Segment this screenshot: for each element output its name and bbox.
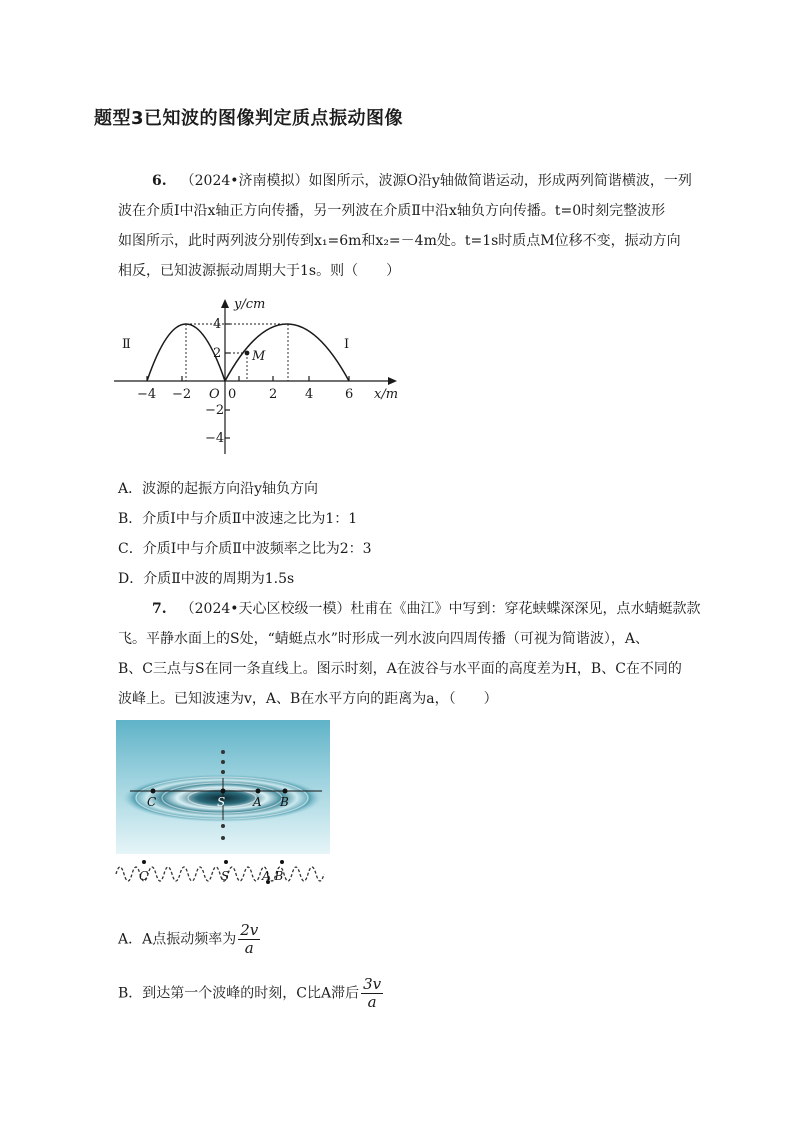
question-7-line-3: B、C三点与S在同一条直线上。图示时刻，A在波谷与水平面的高度差为H，B、C在不同的 [118,661,682,677]
wave-label-s: S [221,869,230,883]
point-a-dot [256,789,261,794]
wave-graph [110,292,410,462]
question-7-line-4: 波峰上。已知波速为v，A、B在水平方向的距离为a，（ ） [118,691,498,707]
question-6-line-3: 如图所示，此时两列波分别传到x₁=6m和x₂=－4m处。t=1s时质点M位移不变，振动方向 [118,233,681,249]
option-6c[interactable]: C．介质Ⅰ中与介质Ⅱ中波频率之比为2：3 [118,541,372,557]
question-6-line-4: 相反，已知波源振动周期大于1s。则（ ） [118,263,401,279]
fraction-2v-over-a: $\frac{2v}{a}$ [240,921,259,957]
x-axis-label: x/m [374,387,399,402]
option-7a-text: A．A点振动频率为 [118,931,237,948]
y-tick-label: −2 [205,403,225,418]
origin-label: O [209,387,220,402]
section-title: 题型3已知波的图像判定质点振动图像 [94,108,404,129]
photo-label-c: C [147,795,157,809]
y-tick-label: 2 [213,346,222,361]
question-7-number: 7. [152,601,167,617]
option-6b[interactable]: B．介质Ⅰ中与介质Ⅱ中波速之比为1：1 [118,511,358,527]
x-tick-label: −2 [172,387,192,402]
photo-label-a: A [253,795,262,809]
x-tick-label: 2 [269,387,278,402]
question-6-line-1: （2024•济南模拟）如图所示，波源O沿y轴做简谐运动，形成两列简谐横波，一列 [180,173,692,189]
photo-label-b: B [280,795,289,809]
x-axis-arrow [388,377,397,385]
x-tick-label: −4 [137,387,157,402]
question-7-stem [118,594,708,714]
medium-1-label: Ⅰ [344,337,350,352]
question-7-line-1: （2024•天心区校级一模）杜甫在《曲江》中写到：穿花蛱蝶深深见，点水蜻蜓款款 [180,601,701,617]
x-tick-label: 6 [345,387,354,402]
question-7-line-2: 飞。平静水面上的S处，“蜻蜓点水”时形成一列水波向四周传播（可视为简谐波），A、 [118,631,650,647]
point-m-label: M [252,349,266,364]
y-tick-label: 4 [213,317,222,332]
point-s-dot [221,789,226,794]
wave-label-c: C [139,869,149,883]
x-tick-label: 4 [305,387,314,402]
x-tick-label: 0 [228,387,237,402]
dotted-wave-diagram [114,856,330,896]
wave-label-ab: A B [262,869,284,883]
question-6-stem [118,166,708,286]
option-7b-text: B．到达第一个波峰的时刻，C比A滞后 [118,985,360,1002]
option-6a[interactable]: A．波源的起振方向沿y轴负方向 [118,481,319,497]
y-axis-arrow [221,299,229,308]
point-m [245,351,250,356]
water-ripple-photo [116,720,330,854]
question-6-number: 6. [152,173,167,189]
medium-2-label: Ⅱ [122,337,131,352]
option-7b[interactable] [118,976,383,1011]
option-6d[interactable]: D．介质Ⅱ中波的周期为1.5s [118,571,295,587]
point-b-dot [283,789,288,794]
y-axis-label: y/cm [234,297,266,312]
wave-medium-1 [225,324,349,381]
option-7a[interactable] [118,922,260,957]
fraction-3v-over-a: $\frac{3v}{a}$ [363,975,382,1011]
question-6-line-2: 波在介质Ⅰ中沿x轴正方向传播，另一列波在介质Ⅱ中沿x轴负方向传播。t=0时刻完整波形 [118,203,666,219]
y-tick-label: −4 [205,431,225,446]
point-c-dot [151,789,156,794]
photo-label-s: S [217,795,226,809]
